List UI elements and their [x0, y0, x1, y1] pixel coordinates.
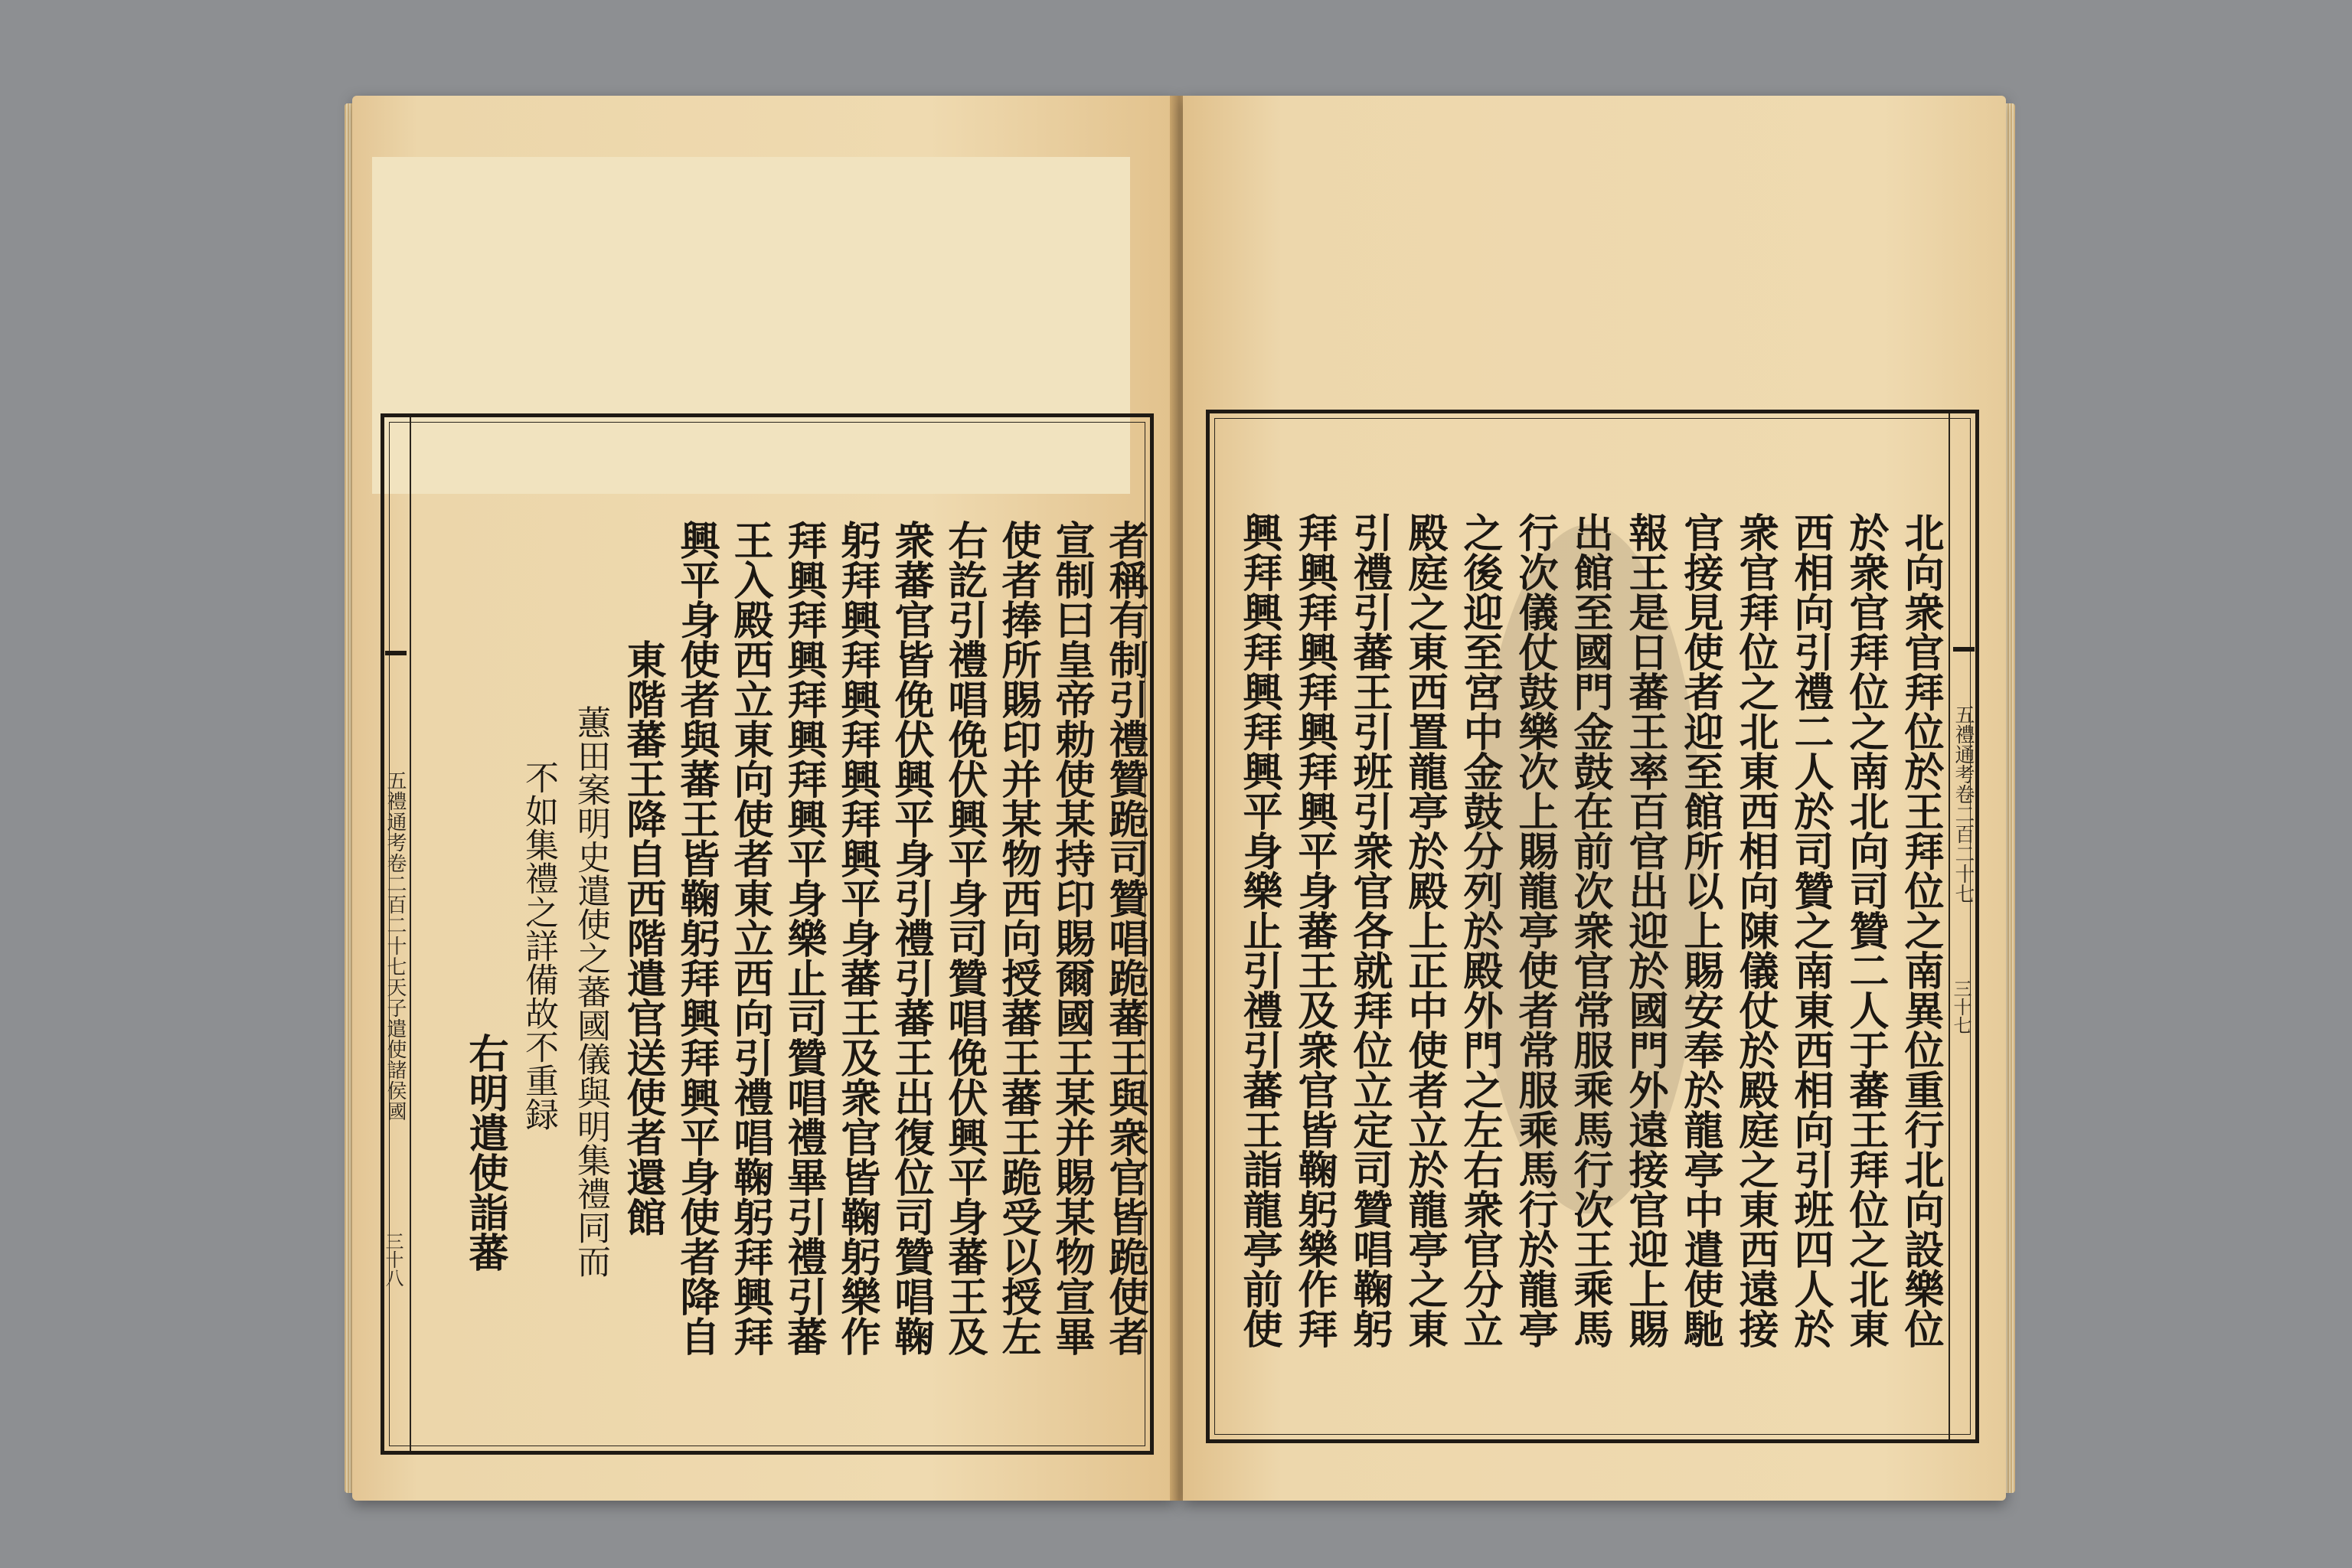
left-col-7: 拜興拜興拜興拜興平身樂止司贊唱禮畢引禮引蕃	[780, 520, 827, 1356]
left-col-4: 右訖引禮唱俛伏興平身司贊唱俛伏興平身蕃王及	[941, 520, 988, 1356]
left-col-2: 宣制曰皇帝勅使某持印賜爾國王某并賜某物宣畢	[1048, 520, 1095, 1356]
right-col-9: 之後迎至宮中金鼓分列於殿外門之左右衆官分立	[1456, 512, 1503, 1348]
right-col-13: 興拜興拜興拜興平身樂止引禮引蕃王詣龍亭前使	[1236, 512, 1282, 1348]
right-col-4: 衆官拜位之北東西相向陳儀仗於殿庭之東西遠接	[1732, 512, 1779, 1348]
right-col-10: 殿庭之東西置龍亭於殿上正中使者立於龍亭之東	[1401, 512, 1448, 1348]
right-page	[1183, 96, 2006, 1501]
right-page-number: 三十七	[1950, 979, 1971, 1034]
left-col-6: 躬拜興拜興拜興拜興平身蕃王及衆官皆鞠躬樂作	[834, 520, 880, 1356]
left-page-number: 三十八	[382, 1232, 403, 1287]
right-col-7: 出館至國門金鼓在前次衆官常服乘馬行次王乘馬	[1566, 512, 1613, 1348]
left-col-9: 興平身使者與蕃王皆鞠躬拜興拜興平身使者降自	[673, 520, 720, 1356]
left-page	[352, 96, 1175, 1501]
right-col-3: 西相向引禮二人於司贊之南東西相向引班四人於	[1787, 512, 1834, 1348]
left-col-5: 衆蕃官皆俛伏興平身引禮引蕃王出復位司贊唱鞠	[887, 520, 934, 1356]
right-col-6: 報王是日蕃王率百官出迎於國門外遠接官迎上賜	[1622, 512, 1668, 1348]
left-closing-column: 右明遣使詣蕃	[462, 1033, 508, 1272]
left-col-10: 東階蕃王降自西階遣官送使者還館	[619, 639, 666, 1236]
fold-mark	[385, 651, 407, 655]
fold-mark	[1953, 647, 1975, 652]
left-margin-title: 五禮通考卷二百二十七天子遣使諸侯國	[384, 769, 407, 1122]
open-book	[352, 96, 2006, 1501]
right-col-2: 於衆官拜位之南北向司贊二人于蕃王拜位之北東	[1842, 512, 1889, 1348]
left-col-8: 王入殿西立東向使者東立西向引禮唱鞠躬拜興拜	[727, 520, 773, 1356]
right-col-1: 北向衆官拜位於王拜位之南異位重行北向設樂位	[1897, 512, 1944, 1348]
ink-bleed	[1474, 524, 1704, 1214]
left-commentary-1: 蕙田案明史遣使之蕃國儀與明集禮同而	[571, 705, 610, 1278]
left-col-1: 者稱有制引禮贊跪司贊唱跪蕃王與衆官皆跪使者	[1102, 520, 1148, 1356]
right-col-12: 拜興拜興拜興拜興平身蕃王及衆官皆鞠躬樂作拜	[1291, 512, 1338, 1348]
margin-rule	[410, 417, 411, 1451]
right-margin-title: 五禮通考卷二百二十七	[1952, 704, 1975, 903]
right-col-8: 行次儀仗鼓樂次上賜龍亭使者常服乘馬行於龍亭	[1511, 512, 1558, 1348]
left-commentary-2: 不如集禮之詳備故不重録	[519, 760, 558, 1131]
right-col-11: 引禮引蕃王引班引衆官各就拜位立定司贊唱鞠躬	[1346, 512, 1393, 1348]
left-col-3: 使者捧所賜印并某物西向授蕃王蕃王跪受以授左	[995, 520, 1041, 1356]
right-col-5: 官接見使者迎至館所以上賜安奉於龍亭中遣使馳	[1677, 512, 1723, 1348]
margin-rule	[1949, 413, 1950, 1439]
